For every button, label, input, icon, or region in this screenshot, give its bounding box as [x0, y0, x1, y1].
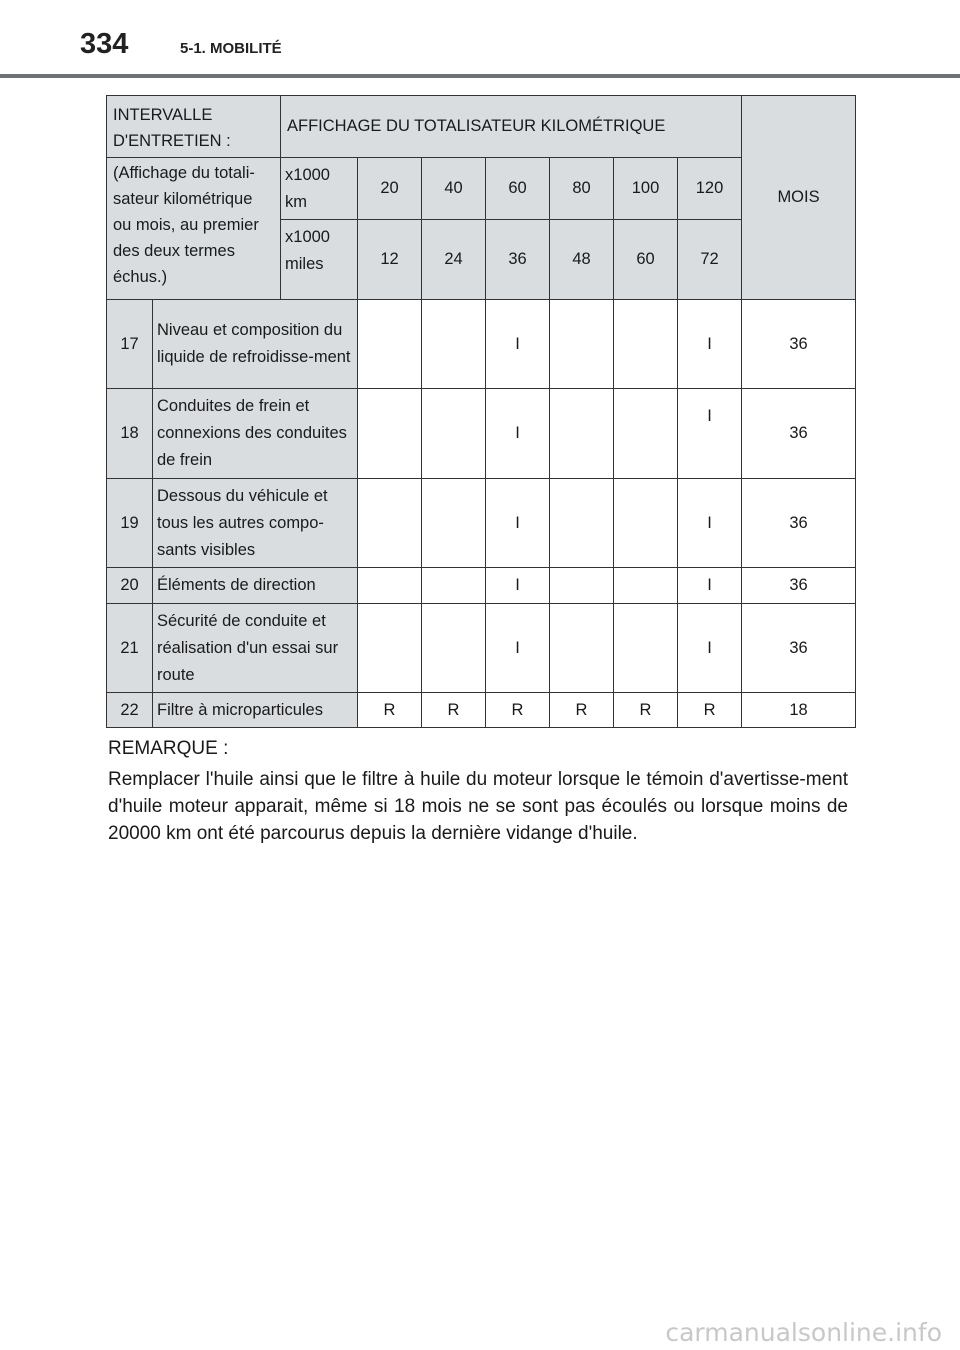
row-cell	[358, 479, 422, 568]
row-cell: I	[486, 300, 550, 389]
table-row	[107, 604, 856, 693]
row-cell	[614, 300, 678, 389]
interval-label-cell: INTERVALLE D'ENTRETIEN :	[107, 96, 281, 158]
row-cell	[422, 300, 486, 389]
row-cell	[358, 604, 422, 693]
row-cell	[358, 568, 422, 604]
km-unit-cell: x1000 km	[281, 158, 358, 220]
km-value: 60	[486, 158, 550, 220]
row-item: Filtre à microparticules	[153, 693, 358, 728]
row-number: 19	[107, 479, 153, 568]
section-title: 5-1. MOBILITÉ	[180, 40, 282, 57]
header-divider	[0, 74, 960, 78]
remark-text: Remplacer l'huile ainsi que le filtre à huile du moteur lorsque le témoin d'avertisse-ment d'huile moteur apparait, même si 18 mois ne se sont pas écoulés ou lorsque moins de 20000 km ont été parcourus depuis la dernière vidange d'huile.	[108, 769, 848, 844]
mile-value: 60	[614, 220, 678, 300]
km-value: 40	[422, 158, 486, 220]
row-months: 36	[742, 479, 856, 568]
row-months: 36	[742, 604, 856, 693]
row-cell	[550, 604, 614, 693]
row-cell: I	[678, 568, 742, 604]
row-cell	[614, 568, 678, 604]
row-cell: I	[486, 568, 550, 604]
row-item: Éléments de direction	[153, 568, 358, 604]
row-cell: I	[678, 300, 742, 389]
watermark: carmanualsonline.info	[665, 1318, 942, 1347]
table-row	[107, 389, 856, 479]
mile-value: 72	[678, 220, 742, 300]
row-cell	[422, 568, 486, 604]
row-months: 18	[742, 693, 856, 728]
note-label-cell: (Affichage du totali-sateur kilométrique ou mois, au premier des deux termes échus.)	[107, 158, 281, 300]
row-cell	[614, 604, 678, 693]
row-cell: R	[550, 693, 614, 728]
row-item: Dessous du véhicule et tous les autres compo-sants visibles	[153, 479, 358, 568]
row-item: Niveau et composition du liquide de refroidisse-ment	[153, 300, 358, 389]
row-cell	[550, 479, 614, 568]
row-cell	[550, 568, 614, 604]
km-value: 120	[678, 158, 742, 220]
row-cell: R	[486, 693, 550, 728]
row-months: 36	[742, 568, 856, 604]
row-number: 21	[107, 604, 153, 693]
row-item: Conduites de frein et connexions des conduites de frein	[153, 389, 358, 479]
row-cell	[614, 479, 678, 568]
row-months: 36	[742, 300, 856, 389]
row-cell	[422, 479, 486, 568]
months-header: MOIS	[742, 96, 856, 300]
row-number: 22	[107, 693, 153, 728]
table-row	[107, 479, 856, 568]
mile-value: 12	[358, 220, 422, 300]
row-cell	[422, 389, 486, 479]
row-cell	[550, 300, 614, 389]
row-cell: I	[678, 479, 742, 568]
miles-unit-cell: x1000 miles	[281, 220, 358, 300]
row-cell: I	[678, 389, 742, 479]
remark-title: REMARQUE :	[108, 738, 229, 759]
row-cell	[422, 604, 486, 693]
page-number: 334	[80, 28, 129, 60]
row-cell	[358, 300, 422, 389]
maintenance-schedule-table	[106, 95, 856, 728]
row-number: 18	[107, 389, 153, 479]
km-value: 100	[614, 158, 678, 220]
mile-value: 36	[486, 220, 550, 300]
odometer-label-cell: AFFICHAGE DU TOTALISATEUR KILOMÉTRIQUE	[281, 96, 742, 158]
mile-value: 48	[550, 220, 614, 300]
mile-value: 24	[422, 220, 486, 300]
table-row	[107, 300, 856, 389]
row-cell: R	[358, 693, 422, 728]
row-number: 20	[107, 568, 153, 604]
row-cell: I	[486, 389, 550, 479]
row-months: 36	[742, 389, 856, 479]
km-value: 80	[550, 158, 614, 220]
row-cell: I	[678, 604, 742, 693]
km-value: 20	[358, 158, 422, 220]
row-cell	[550, 389, 614, 479]
table-row	[107, 693, 856, 728]
row-cell	[614, 389, 678, 479]
row-cell: R	[422, 693, 486, 728]
row-number: 17	[107, 300, 153, 389]
row-cell: I	[486, 479, 550, 568]
row-item: Sécurité de conduite et réalisation d'un essai sur route	[153, 604, 358, 693]
row-cell: I	[486, 604, 550, 693]
row-cell	[358, 389, 422, 479]
row-cell: R	[614, 693, 678, 728]
table-row	[107, 568, 856, 604]
row-cell: R	[678, 693, 742, 728]
page-header	[0, 0, 960, 80]
